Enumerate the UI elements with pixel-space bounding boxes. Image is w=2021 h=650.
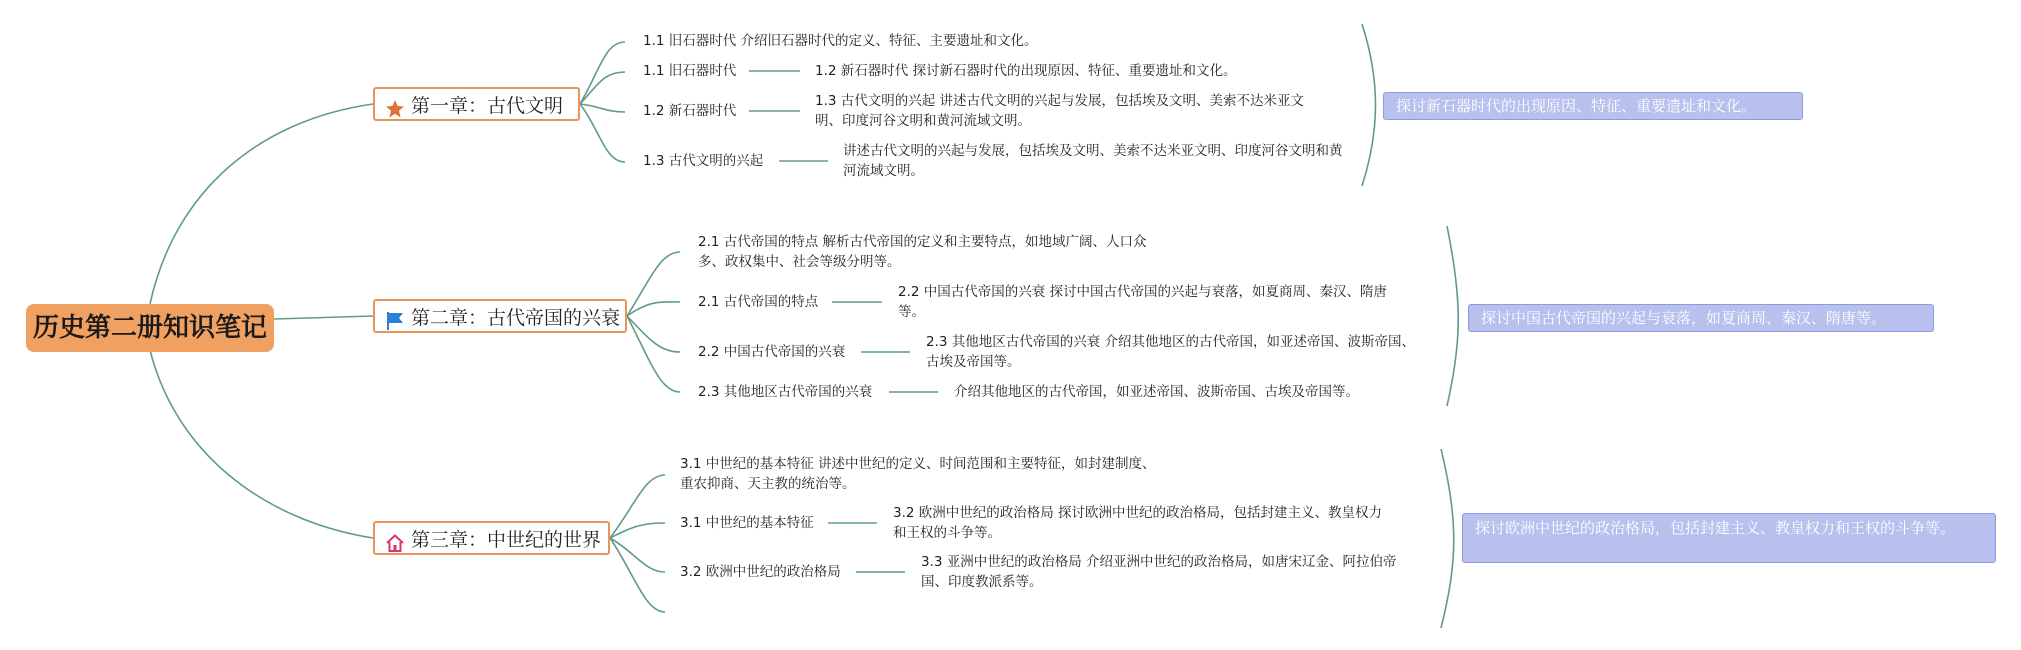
note-3-3[interactable]: 3.3 亚洲中世纪的政治格局 介绍亚洲中世纪的政治格局，如唐宋辽金、阿拉伯帝国、印度教派系等。: [921, 554, 1397, 590]
root-topic[interactable]: 历史第二册知识笔记: [26, 304, 274, 352]
chapter-2-title: 第二章：古代帝国的兴衰: [411, 307, 621, 329]
topic-2-2[interactable]: 2.2 中国古代帝国的兴衰: [698, 344, 846, 360]
topic-2-3[interactable]: 2.3 其他地区古代帝国的兴衰: [698, 384, 873, 400]
note-2-2[interactable]: 2.2 中国古代帝国的兴衰 探讨中国古代帝国的兴起与衰落，如夏商周、秦汉、隋唐等。: [898, 284, 1388, 320]
flag-icon: [385, 308, 405, 328]
topic-1-2[interactable]: 1.2 新石器时代: [643, 103, 737, 119]
note-1-2[interactable]: 1.2 新石器时代 探讨新石器时代的出现原因、特征、重要遗址和文化。: [815, 63, 1237, 79]
chapter-3-node[interactable]: [373, 521, 610, 555]
note-3-2[interactable]: 3.2 欧洲中世纪的政治格局 探讨欧洲中世纪的政治格局，包括封建主义、教皇权力和王权的斗争等。: [893, 505, 1383, 541]
chapter-3-title: 第三章：中世纪的世界: [411, 529, 602, 551]
star-icon: [385, 96, 405, 116]
home-icon: [385, 530, 405, 550]
topic-2-1[interactable]: 2.1 古代帝国的特点: [698, 294, 819, 310]
summary-chapter-3[interactable]: 探讨欧洲中世纪的政治格局，包括封建主义、教皇权力和王权的斗争等。: [1462, 513, 1996, 563]
topic-1-1-detail[interactable]: 1.1 旧石器时代 介绍旧石器时代的定义、特征、主要遗址和文化。: [643, 33, 1038, 49]
topic-1-1[interactable]: 1.1 旧石器时代: [643, 63, 737, 79]
topic-3-1-detail[interactable]: 3.1 中世纪的基本特征 讲述中世纪的定义、时间范围和主要特征，如封建制度、重农抑商、天主教的统治等。: [680, 456, 1156, 492]
chapter-1-node[interactable]: [373, 87, 580, 121]
note-1-3[interactable]: 1.3 古代文明的兴起 讲述古代文明的兴起与发展，包括埃及文明、美索不达米亚文明、印度河谷文明和黄河流域文明。: [815, 93, 1305, 129]
topic-3-2[interactable]: 3.2 欧洲中世纪的政治格局: [680, 564, 841, 580]
summary-chapter-2[interactable]: 探讨中国古代帝国的兴起与衰落，如夏商周、秦汉、隋唐等。: [1468, 304, 1934, 332]
summary-chapter-1[interactable]: 探讨新石器时代的出现原因、特征、重要遗址和文化。: [1383, 92, 1803, 120]
topic-3-1[interactable]: 3.1 中世纪的基本特征: [680, 515, 814, 531]
chapter-1-title: 第一章：古代文明: [411, 95, 564, 117]
topic-2-1-detail[interactable]: 2.1 古代帝国的特点 解析古代帝国的定义和主要特点，如地域广阔、人口众多、政权集中、社会等级分明等。: [698, 234, 1147, 270]
note-2-3-detail[interactable]: 介绍其他地区的古代帝国，如亚述帝国、波斯帝国、古埃及帝国等。: [954, 384, 1359, 400]
chapter-2-node[interactable]: [373, 299, 627, 333]
note-1-3-detail[interactable]: 讲述古代文明的兴起与发展，包括埃及文明、美索不达米亚文明、印度河谷文明和黄河流域文明。: [843, 143, 1343, 179]
topic-1-3[interactable]: 1.3 古代文明的兴起: [643, 153, 764, 169]
note-2-3[interactable]: 2.3 其他地区古代帝国的兴衰 介绍其他地区的古代帝国，如亚述帝国、波斯帝国、古埃及帝国等。: [926, 334, 1416, 370]
